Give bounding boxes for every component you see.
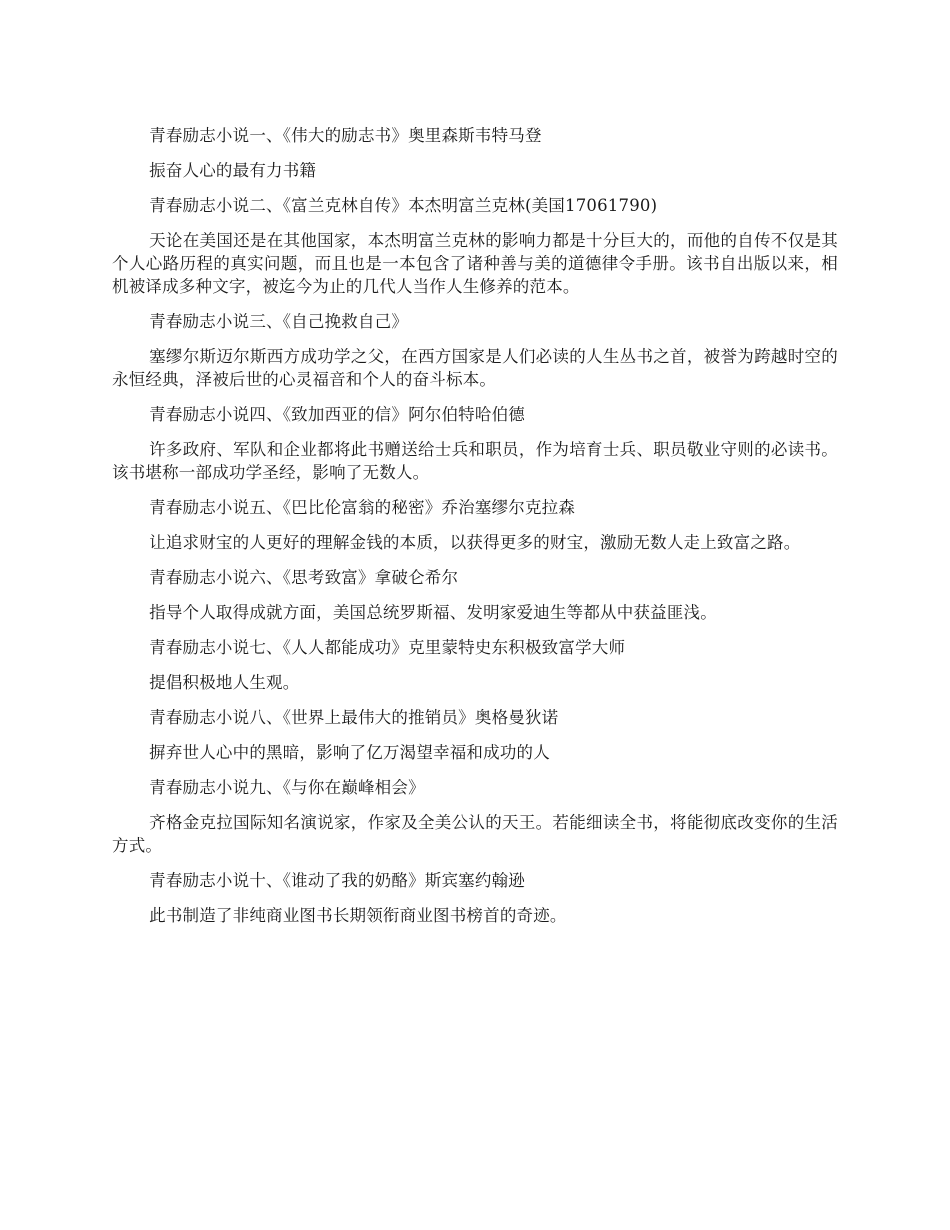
book-description-2: 天论在美国还是在其他国家，本杰明富兰克林的影响力都是十分巨大的，而他的自传不仅是其个人心路历程的真实问题，而且也是一本包含了诸种善与美的道德律令手册。该书自出版以来，相机被译成多种文字，被迄今为止的几代人当作人生修养的范本。 (112, 231, 838, 296)
book-title-5: 青春励志小说五、《巴比伦富翁的秘密》乔治塞缪尔克拉森 (149, 498, 576, 517)
document-body (112, 124, 838, 939)
book-description-1: 振奋人心的最有力书籍 (149, 161, 317, 180)
book-description-6: 指导个人取得成就方面，美国总统罗斯福、发明家爱迪生等都从中获益匪浅。 (149, 603, 717, 622)
book-title-2: 青春励志小说二、《富兰克林自传》本杰明富兰克林(美国17061790) (149, 196, 658, 215)
book-description-8: 摒弃世人心中的黑暗，影响了亿万渴望幸福和成功的人 (149, 743, 550, 762)
book-title-10: 青春励志小说十、《谁动了我的奶酪》斯宾塞约翰逊 (149, 871, 525, 890)
book-description-9: 齐格金克拉国际知名演说家，作家及全美公认的天王。若能细读全书，将能彻底改变你的生活方式。 (112, 813, 838, 855)
book-title-7: 青春励志小说七、《人人都能成功》克里蒙特史东积极致富学大师 (149, 638, 626, 657)
book-title-3: 青春励志小说三、《自己挽救自己》 (149, 312, 409, 331)
book-title-8: 青春励志小说八、《世界上最伟大的推销员》奥格曼狄诺 (149, 708, 559, 727)
book-description-5: 让追求财宝的人更好的理解金钱的本质，以获得更多的财宝，激励无数人走上致富之路。 (149, 533, 801, 552)
book-description-4: 许多政府、军队和企业都将此书赠送给士兵和职员，作为培育士兵、职员敬业守则的必读书。该书堪称一部成功学圣经，影响了无数人。 (112, 440, 838, 482)
book-description-3: 塞缪尔斯迈尔斯西方成功学之父，在西方国家是人们必读的人生丛书之首，被誉为跨越时空的永恒经典，泽被后世的心灵福音和个人的奋斗标本。 (112, 347, 838, 389)
book-description-7: 提倡积极地人生观。 (149, 673, 300, 692)
book-description-10: 此书制造了非纯商业图书长期领衔商业图书榜首的奇迹。 (149, 906, 567, 925)
book-title-1: 青春励志小说一、《伟大的励志书》奥里森斯韦特马登 (149, 126, 542, 145)
book-title-9: 青春励志小说九、《与你在巅峰相会》 (149, 778, 425, 797)
book-title-4: 青春励志小说四、《致加西亚的信》阿尔伯特哈伯德 (149, 405, 525, 424)
book-title-6: 青春励志小说六、《思考致富》拿破仑希尔 (149, 568, 459, 587)
